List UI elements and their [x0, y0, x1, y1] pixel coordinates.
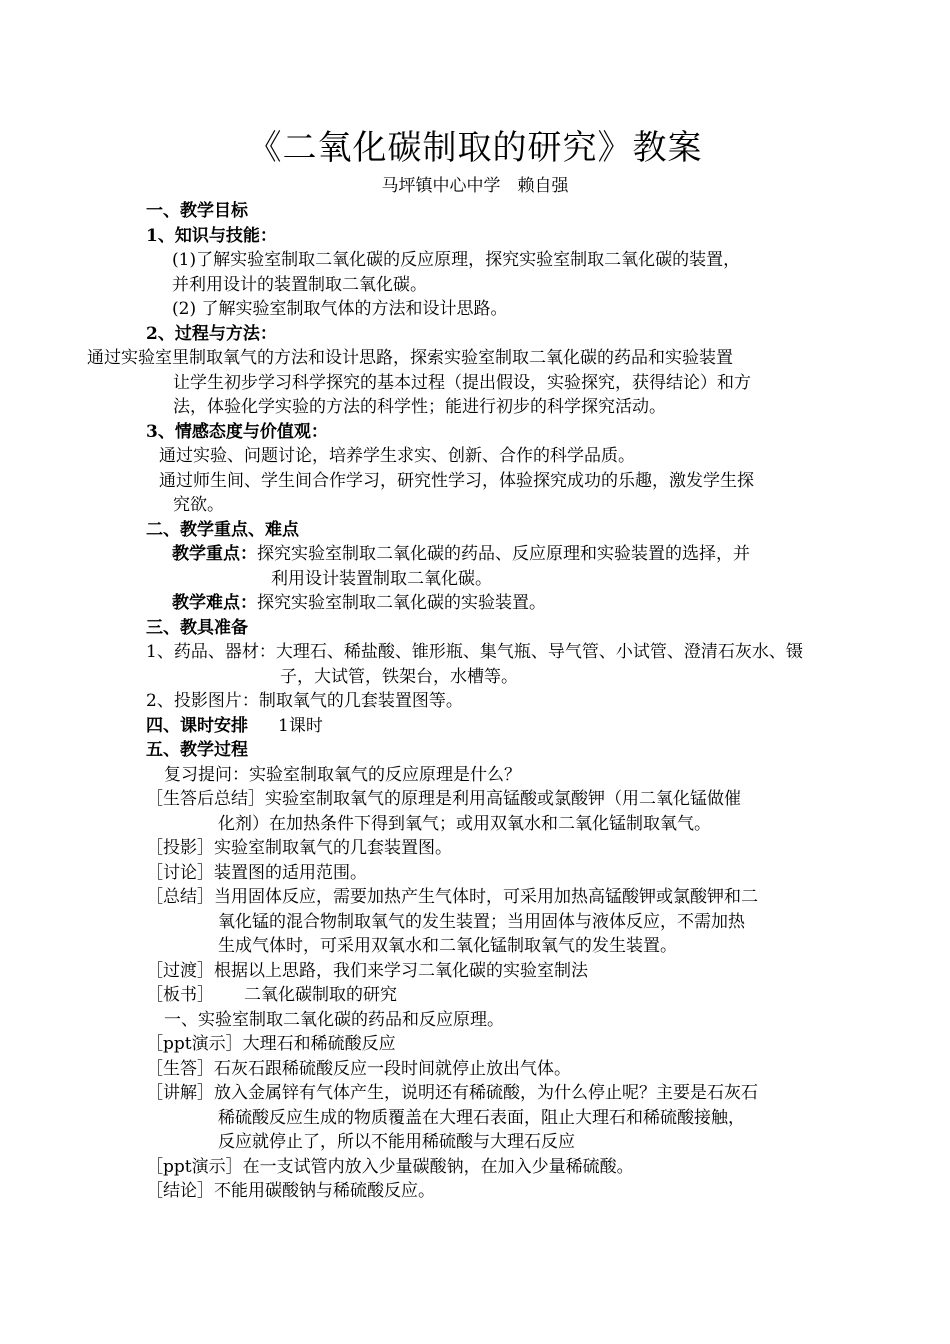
process-text-cont-2: 法，体验化学实验的方法的科学性；能进行初步的科学探究活动。 — [173, 397, 666, 417]
process-line: 复习提问：实验室制取氧气的反应原理是什么？ — [164, 764, 521, 785]
subheading-process: 2、过程与方法： — [146, 323, 277, 344]
schedule-line — [0, 714, 950, 739]
difficulty-line — [0, 591, 950, 616]
process-line: ［生答］石灰石跟稀硫酸反应一段时间就停止放出气体。 — [146, 1058, 571, 1079]
emotion-item-2: 通过师生间、学生间合作学习，研究性学习，体验探究成功的乐趣，激发学生探 — [159, 470, 754, 491]
process-line: 一、实验室制取二氧化碳的药品和反应原理。 — [164, 1009, 504, 1030]
process-line: 反应就停止了，所以不能用稀硫酸与大理石反应 — [218, 1132, 575, 1152]
section-heading-key-points: 二、教学重点、难点 — [146, 519, 299, 540]
key-point-text: 探究实验室制取二氧化碳的药品、反应原理和实验装置的选择，并 — [257, 544, 750, 564]
author-line: 马坪镇中心中学 赖自强 — [381, 176, 569, 196]
process-line: ［讨论］装置图的适用范围。 — [146, 862, 367, 883]
section-heading-schedule: 四、课时安排 — [146, 715, 248, 736]
subheading-knowledge: 1、知识与技能： — [146, 225, 277, 246]
emotion-item-2-cont: 究欲。 — [173, 495, 224, 515]
section-heading-process: 五、教学过程 — [146, 740, 248, 760]
difficulty-label: 教学难点： — [172, 593, 257, 613]
process-line: ［ppt演示］大理石和稀硫酸反应 — [146, 1034, 396, 1054]
process-line: 氧化锰的混合物制取氧气的发生装置；当用固体与液体反应，不需加热 — [218, 911, 745, 932]
process-line: ［总结］当用固体反应，需要加热产生气体时，可采用加热高锰酸钾或氯酸钾和二 — [146, 887, 758, 907]
process-line: ［过渡］根据以上思路，我们来学习二氧化碳的实验室制法 — [146, 960, 588, 981]
materials-item-2: 2、投影图片：制取氧气的几套装置图等。 — [146, 691, 463, 711]
document-body — [0, 199, 950, 1204]
section-heading-materials: 三、教具准备 — [146, 617, 248, 638]
process-text: 通过实验室里制取氧气的方法和设计思路，探索实验室制取二氧化碳的药品和实验装置 — [87, 348, 733, 368]
difficulty-text: 探究实验室制取二氧化碳的实验装置。 — [257, 593, 546, 613]
board-line — [0, 983, 950, 1008]
subheading-emotion: 3、情感态度与价值观： — [146, 421, 328, 442]
process-text-cont: 让学生初步学习科学探究的基本过程（提出假设，实验探究，获得结论）和方 — [173, 372, 751, 393]
process-line: 化剂）在加热条件下得到氧气；或用双氧水和二氧化锰制取氧气。 — [218, 813, 711, 834]
board-text: 二氧化碳制取的研究 — [244, 985, 397, 1005]
key-point-text-cont: 利用设计装置制取二氧化碳。 — [271, 568, 492, 589]
board-tag: ［板书］ — [146, 985, 214, 1005]
key-point-line — [0, 542, 950, 567]
process-line: ［生答后总结］实验室制取氧气的原理是利用高锰酸或氯酸钾（用二氧化锰做催 — [146, 789, 741, 809]
process-line: ［ppt演示］在一支试管内放入少量碳酸钠，在加入少量稀硫酸。 — [146, 1156, 634, 1177]
knowledge-item-1-cont: 并利用设计的装置制取二氧化碳。 — [172, 274, 427, 295]
emotion-item-1: 通过实验、问题讨论，培养学生求实、创新、合作的科学品质。 — [159, 446, 635, 466]
knowledge-item-2: (2) 了解实验室制取气体的方法和设计思路。 — [172, 299, 508, 319]
process-line: ［结论］不能用碳酸钠与稀硫酸反应。 — [146, 1181, 435, 1201]
schedule-value: 1课时 — [278, 715, 323, 736]
process-line: 生成气体时，可采用双氧水和二氧化锰制取氧气的发生装置。 — [218, 936, 677, 956]
process-line: 稀硫酸反应生成的物质覆盖在大理石表面，阻止大理石和稀硫酸接触， — [218, 1107, 745, 1128]
process-line: ［投影］实验室制取氧气的几套装置图。 — [146, 838, 452, 858]
materials-item-1: 1、药品、器材：大理石、稀盐酸、锥形瓶、集气瓶、导气管、小试管、澄清石灰水、镊 — [146, 642, 803, 662]
process-line: ［讲解］放入金属锌有气体产生，说明还有稀硫酸，为什么停止呢？主要是石灰石 — [146, 1083, 758, 1103]
materials-item-1-cont: 子，大试管，铁架台，水槽等。 — [280, 666, 518, 687]
section-heading-objectives: 一、教学目标 — [146, 201, 248, 221]
knowledge-item-1: (1)了解实验室制取二氧化碳的反应原理，探究实验室制取二氧化碳的装置， — [172, 250, 741, 270]
page-title: 《二氧化碳制取的研究》教案 — [247, 128, 703, 168]
key-point-label: 教学重点： — [172, 544, 257, 564]
